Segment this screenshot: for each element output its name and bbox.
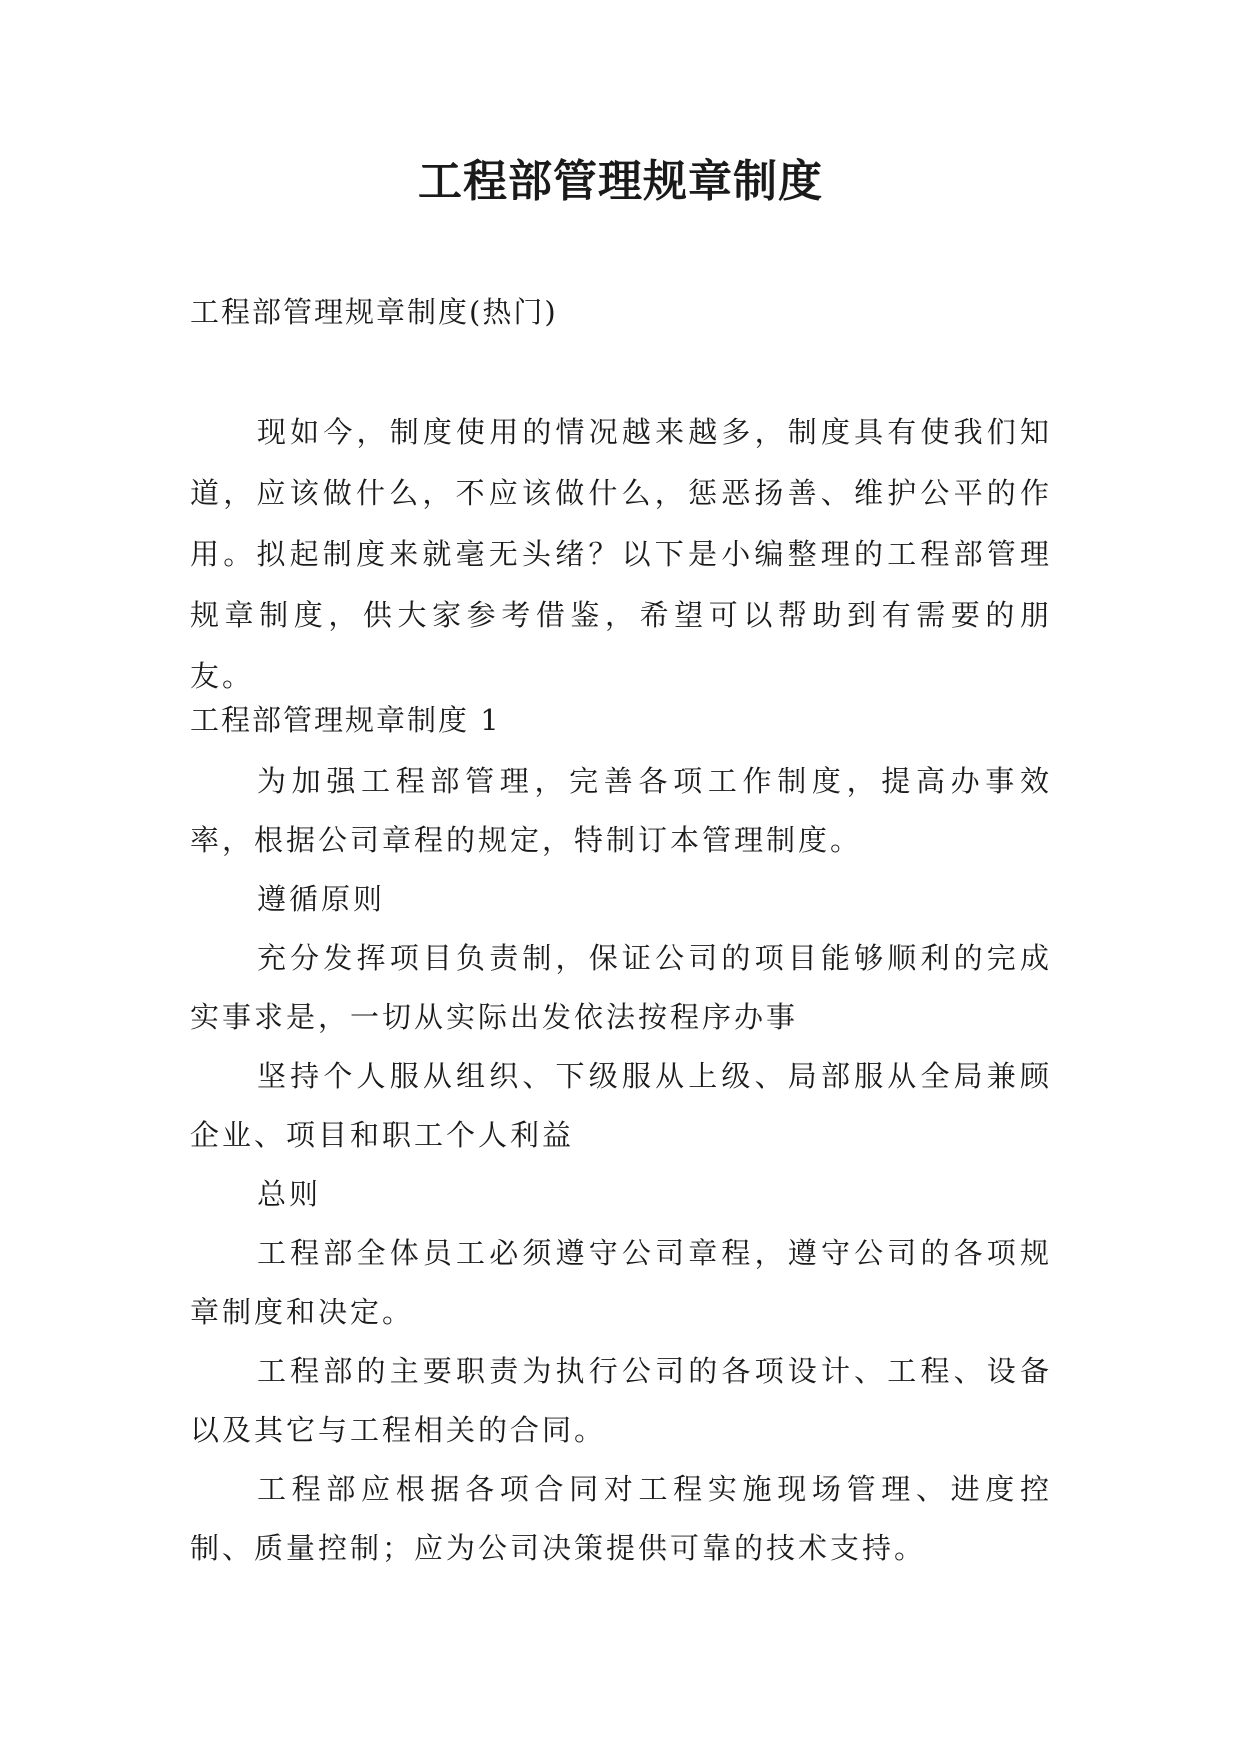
intro-paragraph: 现如今，制度使用的情况越来越多，制度具有使我们知道，应该做什么，不应该做什么，惩恶扬善、维护公平的作用。拟起制度来就毫无头绪？以下是小编整理的工程部管理规章制度，供大家参考借鉴，希望可以帮助到有需要的朋友。 [190, 415, 1052, 693]
body-paragraph: 工程部应根据各项合同对工程实施现场管理、进度控制、质量控制；应为公司决策提供可靠的技术支持。 [190, 1472, 1052, 1565]
document-subtitle: 工程部管理规章制度(热门) [190, 295, 558, 329]
heading-principles: 遵循原则 [257, 882, 386, 916]
document-title: 工程部管理规章制度 [418, 156, 823, 207]
body-paragraph: 工程部全体员工必须遵守公司章程，遵守公司的各项规章制度和决定。 [190, 1236, 1052, 1329]
body-paragraph: 工程部的主要职责为执行公司的各项设计、工程、设备以及其它与工程相关的合同。 [190, 1354, 1052, 1447]
body-paragraph: 充分发挥项目负责制，保证公司的项目能够顺利的完成实事求是，一切从实际出发依法按程序办事 [190, 941, 1052, 1034]
body-paragraph: 坚持个人服从组织、下级服从上级、局部服从全局兼顾企业、项目和职工个人利益 [190, 1059, 1052, 1152]
section-title: 工程部管理规章制度 1 [190, 703, 501, 737]
body-paragraph: 为加强工程部管理，完善各项工作制度，提高办事效率，根据公司章程的规定，特制订本管理制度。 [190, 764, 1052, 857]
heading-general-rules: 总则 [257, 1177, 322, 1211]
